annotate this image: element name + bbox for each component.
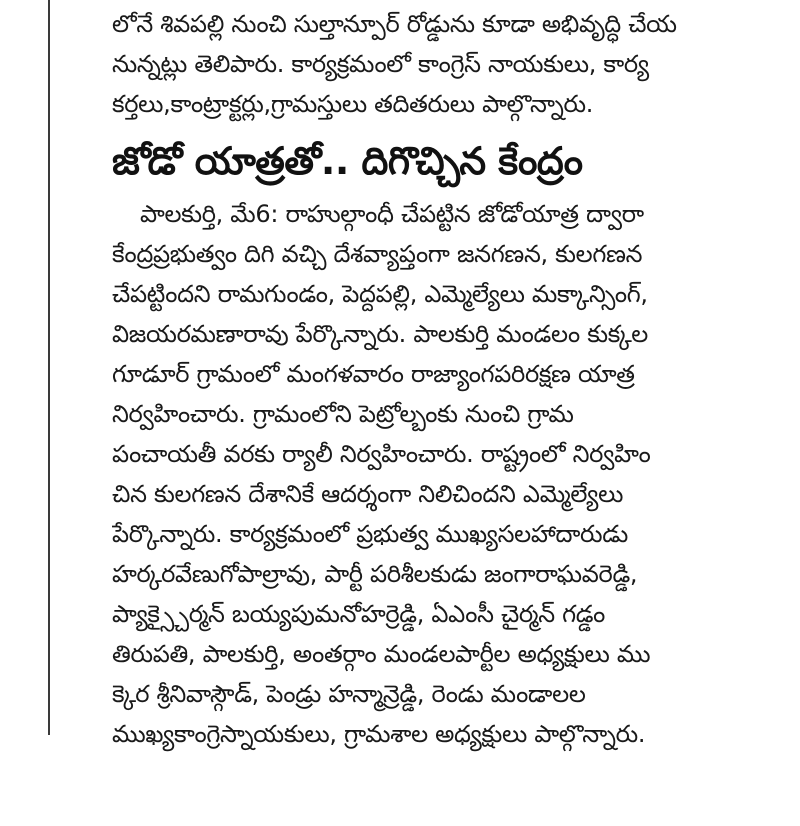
- text-line: పాలకుర్తి, మే6: రాహుల్గాంధీ చేపట్టిన జోడోయాత్ర ద్వారా: [140, 200, 644, 228]
- text-line: చిన కులగణన దేశానికే ఆదర్శంగా నిలిచిందని ఎమ్మెల్యేలు: [112, 480, 624, 508]
- article-body: [112, 194, 651, 754]
- text-line: నున్నట్లు తెలిపారు. కార్యక్రమంలో కాంగ్రెస్ నాయకులు, కార్య: [112, 50, 649, 78]
- text-line: హర్కరవేణుగోపాల్రావు, పార్టీ పరిశీలకుడు జంగారాఘవరెడ్డి,: [112, 560, 638, 588]
- text-line: క్కెర శ్రీనివాస్గౌడ్, పెండ్రు హన్మాన్రెడ్డి, రెండు మండాలల: [112, 680, 586, 708]
- article-headline: జోడో యాత్రతో.. దిగొచ్చిన కేంద్రం: [112, 139, 583, 183]
- column-divider: [48, 0, 50, 735]
- text-line: తిరుపతి, పాలకుర్తి, అంతర్గాం మండలపార్టీల అధ్యక్షులు ము: [112, 640, 651, 668]
- previous-article-tail: [112, 4, 677, 124]
- text-line: గూడూర్ గ్రామంలో మంగళవారం రాజ్యాంగపరిరక్షణ యాత్ర: [112, 360, 635, 388]
- text-line: విజయరమణారావు పేర్కొన్నారు. పాలకుర్తి మండలం కుక్కల: [112, 320, 648, 348]
- text-line: చేపట్టిందని రామగుండం, పెద్దపల్లి, ఎమ్మెల్యేలు మక్కాన్సింగ్,: [112, 280, 648, 308]
- text-line: పంచాయతీ వరకు ర్యాలీ నిర్వహించారు. రాష్ట్రంలో నిర్వహిం: [112, 440, 651, 468]
- text-line: ముఖ్యకాంగ్రెస్నాయకులు, గ్రామశాల అధ్యక్షులు పాల్గొన్నారు.: [112, 720, 646, 748]
- text-line: ప్యాక్స్చైర్మన్ బయ్యపుమనోహర్రెడ్డి, ఏఎంసీ చైర్మన్ గడ్డం: [112, 600, 606, 628]
- text-line: నిర్వహించారు. గ్రామంలోని పెట్రోల్బంకు నుంచి గ్రామ: [112, 400, 574, 428]
- text-line: పేర్కొన్నారు. కార్యక్రమంలో ప్రభుత్వ ముఖ్యసలహాదారుడు: [112, 520, 628, 548]
- text-line: కర్తలు,కాంట్రాక్టర్లు,గ్రామస్తులు తదితరులు పాల్గొన్నారు.: [112, 90, 594, 118]
- text-line: కేంద్రప్రభుత్వం దిగి వచ్చి దేశవ్యాప్తంగా జనగణన, కులగణన: [112, 240, 643, 268]
- text-line: లోనే శివపల్లి నుంచి సుల్తాన్పూర్ రోడ్డును కూడా అభివృద్ధి చేయ: [112, 10, 677, 38]
